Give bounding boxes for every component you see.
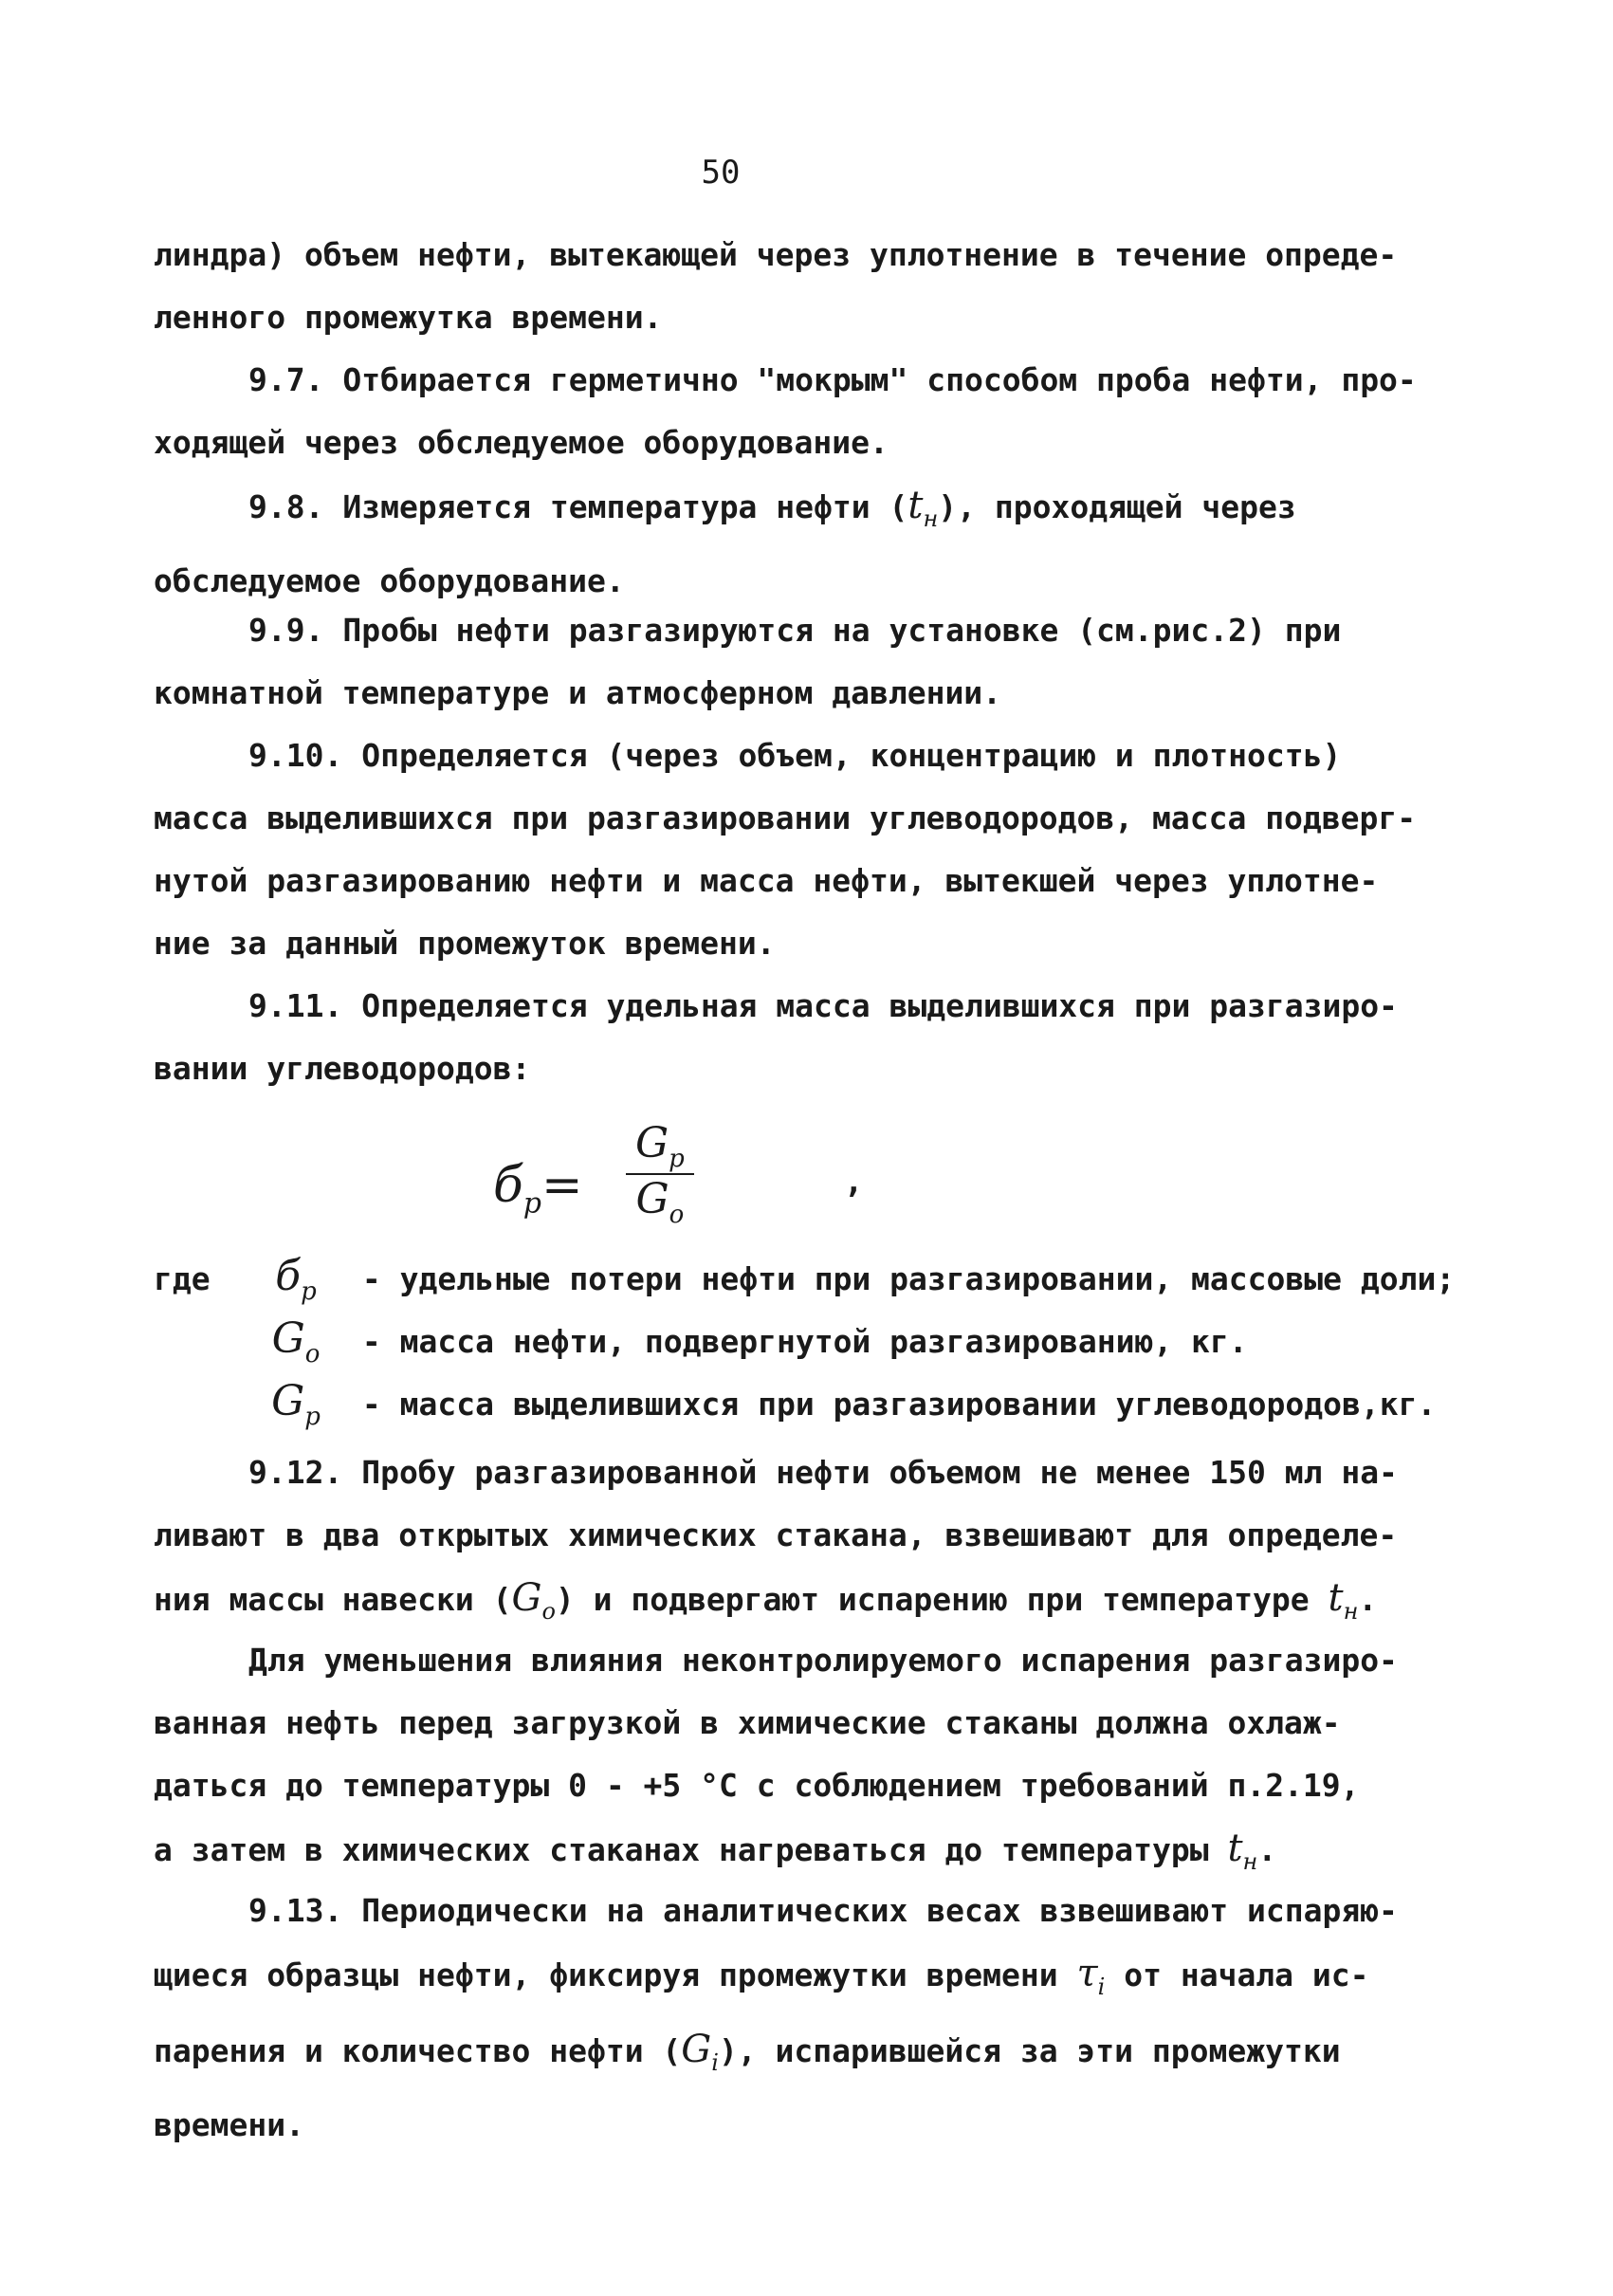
paragraph-9-8: [154, 474, 1443, 613]
text-line: [154, 474, 1443, 550]
symbol-letter: t: [1227, 1827, 1243, 1870]
definition-symbol-subscript: р: [301, 1277, 317, 1306]
text-segment: .: [1257, 1831, 1277, 1868]
text-line: ленного промежутка времени.: [154, 299, 663, 336]
definition-symbol-letter: G: [271, 1377, 305, 1425]
definition-text: - удельные потери нефти при разгазировании, массовые доли;: [361, 1260, 1456, 1297]
formula-numerator: [626, 1119, 694, 1175]
text-line: ванная нефть перед загрузкой в химические стаканы должна охлаж-: [154, 1704, 1341, 1741]
text-line: нутой разгазированию нефти и масса нефти, вытекшей через уплотне-: [154, 862, 1379, 899]
where-label: где: [154, 1260, 211, 1297]
definition-row: [154, 1377, 1462, 1431]
text-line: вании углеводородов:: [154, 1050, 531, 1087]
definition-text: - масса выделившихся при разгазировании углеводородов,кг.: [361, 1386, 1437, 1423]
paragraph-continuation: [154, 224, 1443, 349]
text-line: ливают в два открытых химических стакана, взвешивают для определе-: [154, 1516, 1398, 1553]
text-line: времени.: [154, 2106, 304, 2143]
definition-row: [154, 1314, 1462, 1368]
formula-lhs: [493, 1157, 583, 1220]
text-line: 9.9. Пробы нефти разгазируются на установке (см.рис.2) при: [248, 612, 1342, 649]
symbol-letter: G: [511, 1576, 542, 1620]
formula-equals: =: [541, 1157, 583, 1214]
symbol-letter: G: [681, 2028, 712, 2071]
paragraph-9-11: [154, 975, 1443, 1100]
denominator-letter: G: [635, 1174, 669, 1223]
text-line: ходящей через обследуемое оборудование.: [154, 424, 889, 461]
text-line: 9.13. Периодически на аналитических весах взвешивают испаряю-: [248, 1892, 1398, 1929]
paragraph-9-13: [154, 1880, 1443, 2157]
definition-row: [154, 1252, 1462, 1306]
text-segment: ), испарившейся за эти промежутки: [718, 2032, 1341, 2069]
symbol-subscript: i: [1097, 1974, 1106, 2000]
definition-symbol-letter: б: [275, 1252, 302, 1300]
text-segment: 9.8. Измеряется температура нефти (: [248, 488, 908, 525]
symbol-t-n: [907, 484, 939, 532]
symbol-subscript: о: [541, 1598, 556, 1625]
definition-symbol-letter: G: [271, 1314, 305, 1363]
text-segment: ния массы навески (: [154, 1581, 512, 1618]
denominator-subscript: о: [669, 1200, 685, 1229]
text-line: линдра) объем нефти, вытекающей через уплотнение в течение опреде-: [154, 236, 1398, 273]
symbol-g-i: [681, 2028, 719, 2076]
symbol-letter: t: [1328, 1576, 1344, 1620]
text-line: ние за данный промежуток времени.: [154, 925, 776, 962]
definition-text: - масса нефти, подвергнутой разгазированию, кг.: [361, 1323, 1248, 1360]
symbol-subscript: н: [923, 505, 939, 532]
symbol-t-n: [1227, 1827, 1258, 1875]
paragraph-9-12: [154, 1442, 1443, 1643]
definition-symbol-subscript: о: [304, 1339, 321, 1368]
text-line: 9.12. Пробу разгазированной нефти объемом не менее 150 мл на-: [248, 1454, 1398, 1491]
paragraph-9-10: [154, 725, 1443, 975]
paragraph-9-7: [154, 349, 1443, 474]
definition-symbol: [248, 1314, 343, 1368]
formula-lhs-subscript: р: [522, 1186, 541, 1221]
numerator-subscript: р: [669, 1144, 685, 1173]
text-segment: .: [1358, 1581, 1378, 1618]
symbol-tau-i: [1076, 1952, 1106, 2000]
text-segment: ), проходящей через: [938, 488, 1296, 525]
text-line: обследуемое оборудование.: [154, 562, 625, 599]
symbol-t-n: [1328, 1576, 1359, 1625]
text-line: Для уменьшения влияния неконтролируемого испарения разгазиро-: [248, 1642, 1398, 1679]
text-segment: ) и подвергают испарению при температуре: [555, 1581, 1310, 1618]
definition-symbol: [248, 1377, 343, 1431]
symbol-letter: t: [907, 484, 924, 527]
formula-comma: ,: [844, 1163, 864, 1201]
text-segment: парения и количество нефти (: [154, 2032, 682, 2069]
text-line: 9.10. Определяется (через объем, концентрацию и плотность): [248, 737, 1342, 774]
text-segment: щиеся образцы нефти, фиксируя промежутки времени: [154, 1956, 1058, 1993]
definition-symbol: [248, 1252, 343, 1306]
formula-denominator: [626, 1175, 694, 1229]
paragraph-note: [154, 1629, 1443, 1893]
symbol-subscript: н: [1343, 1598, 1359, 1625]
text-line: комнатной температуре и атмосферном давлении.: [154, 674, 1002, 711]
symbol-letter: τ: [1076, 1952, 1098, 1995]
formula-lhs-letter: б: [493, 1157, 523, 1214]
text-line: 9.11. Определяется удельная масса выделившихся при разгазиро-: [248, 987, 1398, 1024]
page-number: 50: [701, 154, 741, 192]
text-line: 9.7. Отбирается герметично "мокрым" способом проба нефти, про-: [248, 361, 1417, 398]
text-line: даться до температуры 0 - +5 °С с соблюдением требований п.2.19,: [154, 1767, 1360, 1804]
symbol-g-o: [511, 1576, 556, 1625]
symbol-subscript: i: [711, 2049, 719, 2076]
text-line: [154, 2018, 1443, 2094]
text-segment: а затем в химических стаканах нагреваться до температуры: [154, 1831, 1209, 1868]
text-line: масса выделившихся при разгазировании углеводородов, масса подверг-: [154, 799, 1417, 836]
formula-specific-mass: [493, 1119, 872, 1252]
symbol-subscript: н: [1242, 1848, 1258, 1875]
numerator-letter: G: [635, 1119, 669, 1167]
formula-fraction: [626, 1119, 694, 1229]
definition-symbol-subscript: р: [304, 1402, 321, 1431]
text-line: [154, 1942, 1443, 2018]
paragraph-9-9: [154, 599, 1443, 725]
text-segment: от начала ис-: [1124, 1956, 1369, 1993]
